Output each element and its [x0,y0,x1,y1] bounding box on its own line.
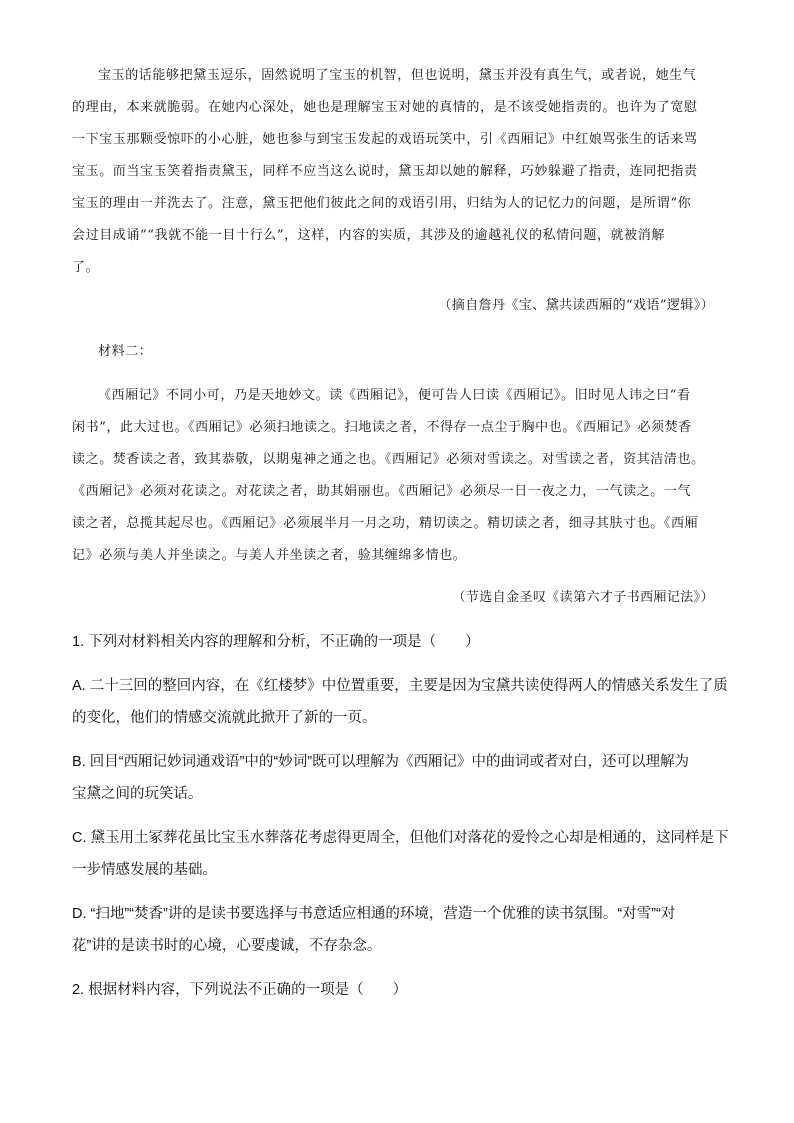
material1-line: 宝玉。而当宝玉笑着指责黛玉，同样不应当这么说时，黛玉却以她的解释，巧妙躲避了指责，连同把指责 [72,164,698,179]
material2-heading-block [72,336,722,368]
option-c-line: 一步情感发展的基础。 [72,862,217,878]
option-a [72,670,732,734]
material2-line: 记》必须与美人并坐读之。与美人并坐读之者，验其缠绵多情也。 [72,548,467,563]
material2-line: 闲书”，此大过也。《西厢记》必须扫地读之。扫地读之者，不得存一点尘于胸中也。《西厢记》必须焚香 [72,420,692,435]
material1-line: 一下宝玉那颗受惊吓的小心脏，她也参与到宝玉发起的戏语玩笑中，引《西厢记》中红娘骂张生的话来骂 [72,132,698,147]
material2-paragraph [72,380,722,572]
option-c [72,822,732,886]
material2-heading: 材料二： [98,344,153,359]
option-a-line: A. 二十三回的整回内容，在《红楼梦》中位置重要，主要是因为宝黛共读使得两人的情感关系发生了质 [72,678,728,694]
option-c-line: C. 黛玉用土冢葬花虽比宝玉水葬落花考虑得更周全，但他们对落花的爱怜之心却是相通的，这同样是下 [72,830,729,846]
option-b-line: 宝黛之间的玩笑话。 [72,786,203,802]
material2-line: 读之者，总揽其起尽也。《西厢记》必须展半月一月之功，精切读之。精切读之者，细寻其肤寸也。《西厢 [72,516,699,531]
material2-line: 《西厢记》必须对花读之。对花读之者，助其娟丽也。《西厢记》必须尽一日一夜之力，一气读之。一气 [72,484,692,499]
material2-line: 读之。焚香读之者，致其恭敬，以期鬼神之通之也。《西厢记》必须对雪读之。对雪读之者，资其洁清也。 [72,452,705,467]
question-1 [72,626,732,658]
material1-line: 会过目成诵”“我就不能一目十行么”，这样，内容的实质，其涉及的逾越礼仪的私情问题，就被消解 [72,228,665,243]
material1-line: 宝玉的理由一并洗去了。注意，黛玉把他们彼此之间的戏语引用，归结为人的记忆力的问题，是所谓“你 [72,196,692,211]
option-b-line: B. 回目“西厢记妙词通戏语”中的“妙词”既可以理解为《西厢记》中的曲词或者对白，还可以理解为 [72,754,690,770]
material1-source: （摘自詹丹《宝、黛共读西厢的“戏语”逻辑》） [438,298,714,313]
material2-source: （节选自金圣叹《读第六才子书西厢记法》） [452,590,714,605]
option-a-line: 的变化，他们的情感交流就此掀开了新的一页。 [72,710,377,726]
material1-line: 宝玉的话能够把黛玉逗乐，固然说明了宝玉的机智，但也说明，黛玉并没有真生气，或者说，她生气 [98,68,697,83]
material2-line: 《西厢记》不同小可，乃是天地妙文。读《西厢记》，便可告人曰读《西厢记》。旧时见人讳之曰“看 [98,388,691,403]
option-d-line: D. “扫地”“焚香”讲的是读书要选择与书意适应相通的环境，营造一个优雅的读书氛围。“对雪”“对 [72,906,676,922]
question-2-stem: 2. 根据材料内容，下列说法不正确的一项是（ ） [72,982,408,998]
question-2 [72,974,732,1006]
question-1-stem: 1. 下列对材料相关内容的理解和分析，不正确的一项是（ ） [72,634,480,650]
option-d-line: 花”讲的是读书时的心境，心要虔诚，不存杂念。 [72,938,382,954]
material1-line: 了。 [72,260,100,275]
option-b [72,746,732,810]
option-d [72,898,732,962]
material1-line: 的理由，本来就脆弱。在她内心深处，她也是理解宝玉对她的真情的，是不该受她指责的。也许为了宽慰 [72,100,698,115]
material1-paragraph [72,60,722,284]
